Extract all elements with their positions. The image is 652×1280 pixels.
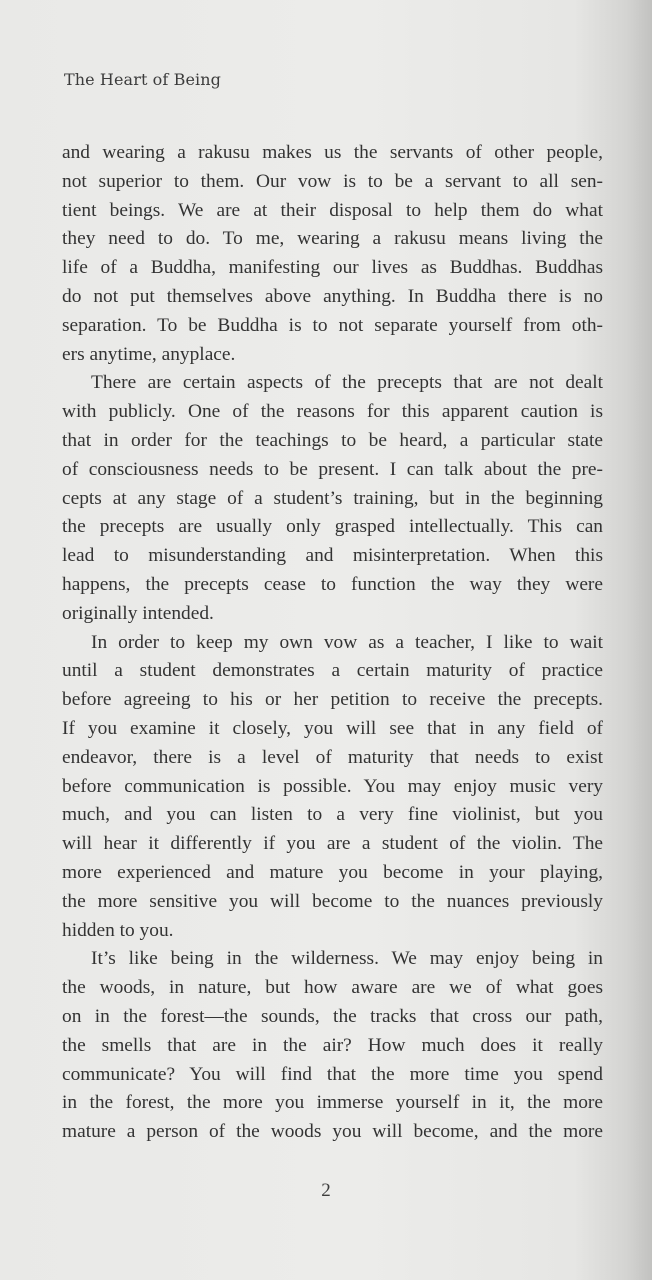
body-text <box>62 139 603 1147</box>
text-line: ers anytime, anyplace. <box>62 343 236 365</box>
text-line: endeavor, there is a level of maturity that needs to exist <box>62 746 603 768</box>
text-line: not superior to them. Our vow is to be a servant to all sen- <box>62 170 603 192</box>
text-line: tient beings. We are at their disposal to help them do what <box>62 199 603 221</box>
text-line: and wearing a rakusu makes us the servants of other people, <box>62 142 603 163</box>
text-line: of consciousness needs to be present. I can talk about the pre- <box>62 458 603 480</box>
text-line: do not put themselves above anything. In Buddha there is no <box>62 285 603 307</box>
text-line: cepts at any stage of a student’s training, but in the beginning <box>62 487 603 509</box>
paragraph <box>62 629 603 946</box>
paragraph <box>62 369 603 628</box>
text-line: the more sensitive you will become to the nuances previously <box>62 890 603 912</box>
text-line: with publicly. One of the reasons for this apparent caution is <box>62 401 603 423</box>
text-line: If you examine it closely, you will see that in any field of <box>62 717 603 739</box>
text-line: mature a person of the woods you will become, and the more <box>62 1121 603 1143</box>
text-line: much, and you can listen to a very fine violinist, but you <box>62 804 603 826</box>
text-line: before agreeing to his or her petition to receive the precepts. <box>62 689 603 711</box>
text-line: on in the forest—the sounds, the tracks that cross our path, <box>62 1005 603 1027</box>
text-line: more experienced and mature you become in your playing, <box>62 861 603 883</box>
text-line: will hear it differently if you are a student of the violin. The <box>62 833 603 855</box>
page-number: 2 <box>321 1180 331 1201</box>
text-line: separation. To be Buddha is to not separate yourself from oth- <box>62 314 603 336</box>
text-line: In order to keep my own vow as a teacher, I like to wait <box>91 631 603 653</box>
text-line: originally intended. <box>62 602 214 624</box>
paragraph <box>62 945 603 1147</box>
text-line: life of a Buddha, manifesting our lives as Buddhas. Buddhas <box>62 257 603 279</box>
text-line: the precepts are usually only grasped intellectually. This can <box>62 516 603 538</box>
text-line: happens, the precepts cease to function the way they were <box>62 573 603 595</box>
text-line: the smells that are in the air? How much does it really <box>62 1034 603 1056</box>
text-line: in the forest, the more you immerse yourself in it, the more <box>62 1092 603 1114</box>
text-line: before communication is possible. You may enjoy music very <box>62 775 603 797</box>
text-line: that in order for the teachings to be heard, a particular state <box>62 429 603 451</box>
text-line: communicate? You will find that the more time you spend <box>62 1063 603 1085</box>
text-line: the woods, in nature, but how aware are we of what goes <box>62 977 603 999</box>
text-line: lead to misunderstanding and misinterpretation. When this <box>62 545 603 567</box>
text-line: they need to do. To me, wearing a rakusu means living the <box>62 228 603 250</box>
text-line: until a student demonstrates a certain maturity of practice <box>62 660 603 682</box>
paragraph <box>62 139 603 369</box>
text-line: There are certain aspects of the precepts that are not dealt <box>91 372 603 394</box>
text-line: It’s like being in the wilderness. We may enjoy being in <box>91 948 603 970</box>
running-head: The Heart of Being <box>64 70 221 89</box>
text-line: hidden to you. <box>62 919 174 941</box>
